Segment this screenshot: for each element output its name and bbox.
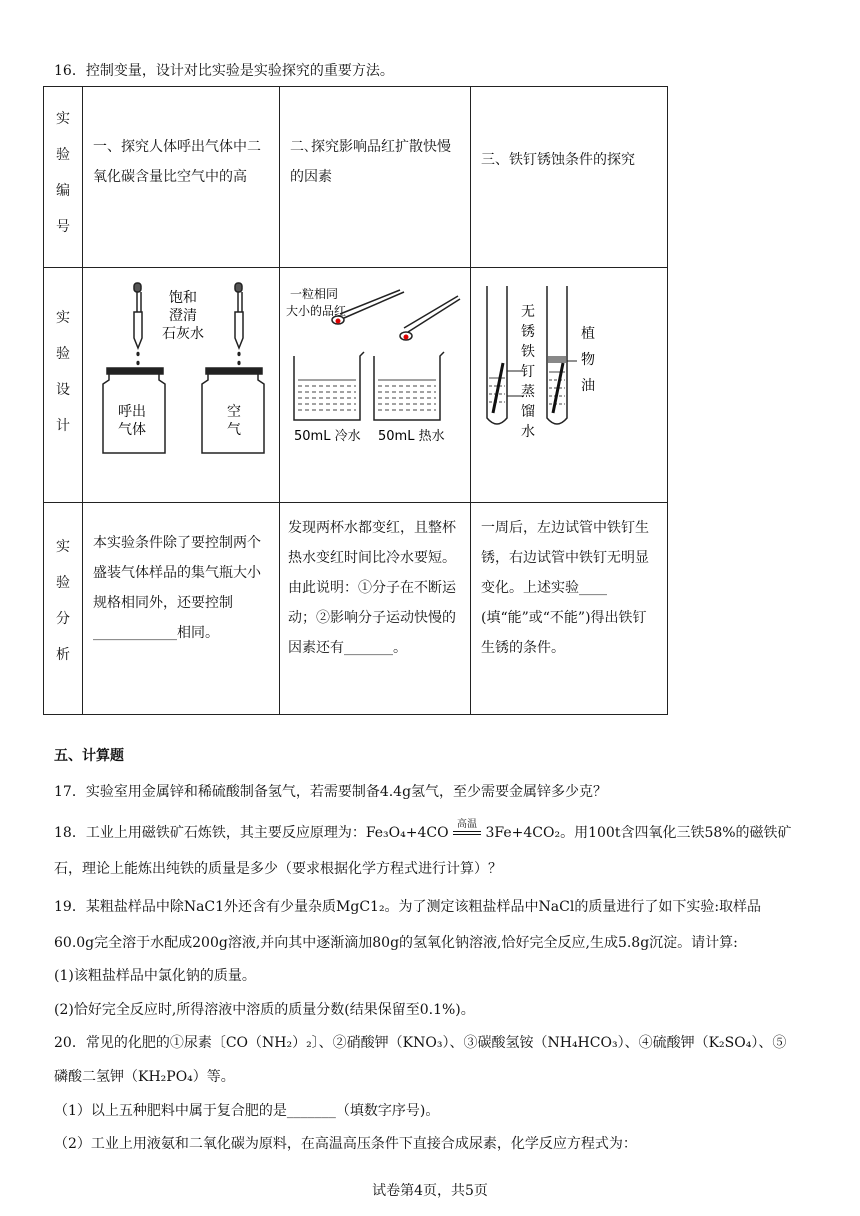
analysis-2-cell: [280, 503, 471, 715]
water-label-1: 蒸: [521, 384, 535, 400]
dye-label-line-1: 一粒相同: [290, 287, 339, 301]
reaction-condition-arrow: 高温: [453, 825, 481, 841]
row-label-number: 实 验 编 号: [44, 87, 83, 268]
question-20-sub-1: （1）以上五种肥料中属于复合肥的是_______（填数字序号)。: [54, 1103, 440, 1119]
dye-label-line-2: 大小的品红: [286, 304, 347, 318]
row-label-analysis: 实 验 分 析: [44, 503, 83, 715]
bottle-left-line-1: 呼出: [118, 404, 146, 420]
diagram-3-cell: [471, 268, 668, 503]
experiment-1-title-cell: [83, 87, 280, 268]
bottle-right-line-1: 空: [227, 404, 241, 420]
question-16-title: 16．控制变量，设计对比实验是实验探究的重要方法。: [54, 63, 394, 79]
page-footer: 试卷第4页，共5页: [372, 1183, 488, 1199]
beaker-left-label: 50mL 冷水: [294, 429, 361, 444]
oil-label-3: 油: [581, 378, 595, 394]
iron-nail-tubes-diagram: [471, 268, 667, 493]
experiment-1-title: 一、探究人体呼出气体中二氧化碳含量比空气中的高: [93, 139, 261, 185]
nail-label-2: 锈: [521, 324, 535, 340]
diagram-2-cell: [280, 268, 471, 503]
analysis-3-text: 一周后，左边试管中铁钉生锈，右边试管中铁钉无明显变化。上述实验____ (填“能”或“不能”)得出铁钉生锈的条件。: [481, 520, 649, 656]
question-17: 17．实验室用金属锌和稀硫酸制备氢气，若需要制备4.4g氢气，至少需要金属锌多少克？: [54, 784, 608, 800]
analysis-1-cell: [83, 503, 280, 715]
oil-label-2: 物: [581, 352, 595, 368]
question-20-sub-2: （2）工业上用液氨和二氧化碳为原料，在高温高压条件下直接合成尿素，化学反应方程式为：: [54, 1136, 637, 1152]
question-18: 18．工业上用磁铁矿石炼铁，其主要反应原理为：Fe₃O₄+4CO 高温 3Fe+4CO₂。用100t含四氧化三铁58%的磁铁矿: [54, 819, 792, 841]
analysis-3-cell: [471, 503, 668, 715]
analysis-2-text: 发现两杯水都变红，且整杯热水变红时间比冷水要短。由此说明：①分子在不断运动；②影响分子运动快慢的因素还有_______。: [288, 520, 456, 656]
experiment-3-title-cell: [471, 87, 668, 268]
beaker-right-label: 50mL 热水: [378, 429, 445, 444]
water-label-2: 馏: [521, 404, 535, 420]
limewater-bottles-diagram: [83, 268, 279, 493]
question-20-line-2: 磷酸二氢钾（KH₂PO₄）等。: [54, 1069, 235, 1085]
question-19-line-1: 19．某粗盐样品中除NaC1外还含有少量杂质MgC1₂。为了测定该粗盐样品中NaCl的质量进行了如下实验:取样品: [54, 899, 762, 915]
bottle-right-line-2: 气: [227, 422, 241, 438]
question-20-line-1: 20．常见的化肥的①尿素〔CO（NH₂）₂〕、②硝酸钾（KNO₃）、③碳酸氢铵（NH₄HCO₃）、④硫酸钾（K₂SO₄）、⑤: [54, 1035, 787, 1051]
bottle-left-line-2: 气体: [118, 422, 146, 438]
experiment-table: [43, 86, 668, 715]
question-19-sub-2: (2)恰好完全反应时,所得溶液中溶质的质量分数(结果保留至0.1%)。: [54, 1002, 475, 1018]
nail-label-1: 无: [521, 304, 535, 320]
dropper-label-line-1: 饱和: [169, 290, 197, 306]
question-19-line-2: 60.0g完全溶于水配成200g溶液,并向其中逐渐滴加80g的氢氧化钠溶液,恰好完全反应,生成5.8g沉淀。请计算:: [54, 935, 738, 951]
experiment-3-title: 三、铁钉锈蚀条件的探究: [481, 152, 635, 168]
experiment-2-title-cell: [280, 87, 471, 268]
oil-label-1: 植: [581, 326, 595, 342]
question-19-sub-1: (1)该粗盐样品中氯化钠的质量。: [54, 968, 256, 984]
dropper-label-line-2: 澄清: [169, 308, 197, 324]
row-label-design: 实 验 设 计: [44, 268, 83, 503]
nail-label-4: 钉: [521, 364, 535, 380]
dropper-label-line-3: 石灰水: [162, 326, 204, 342]
question-18-line-2: 石，理论上能炼出纯铁的质量是多少（要求根据化学方程式进行计算）？: [54, 861, 502, 877]
diagram-1-cell: [83, 268, 280, 503]
nail-label-3: 铁: [521, 344, 535, 360]
section-5-heading: 五、计算题: [54, 748, 124, 764]
experiment-2-title: 二､探究影响品红扩散快慢的因素: [290, 139, 451, 185]
dye-diffusion-diagram: [280, 268, 470, 493]
analysis-1-text: 本实验条件除了要控制两个盛装气体样品的集气瓶大小规格相同外，还要控制____________相同。: [93, 535, 261, 641]
water-label-3: 水: [521, 424, 535, 440]
